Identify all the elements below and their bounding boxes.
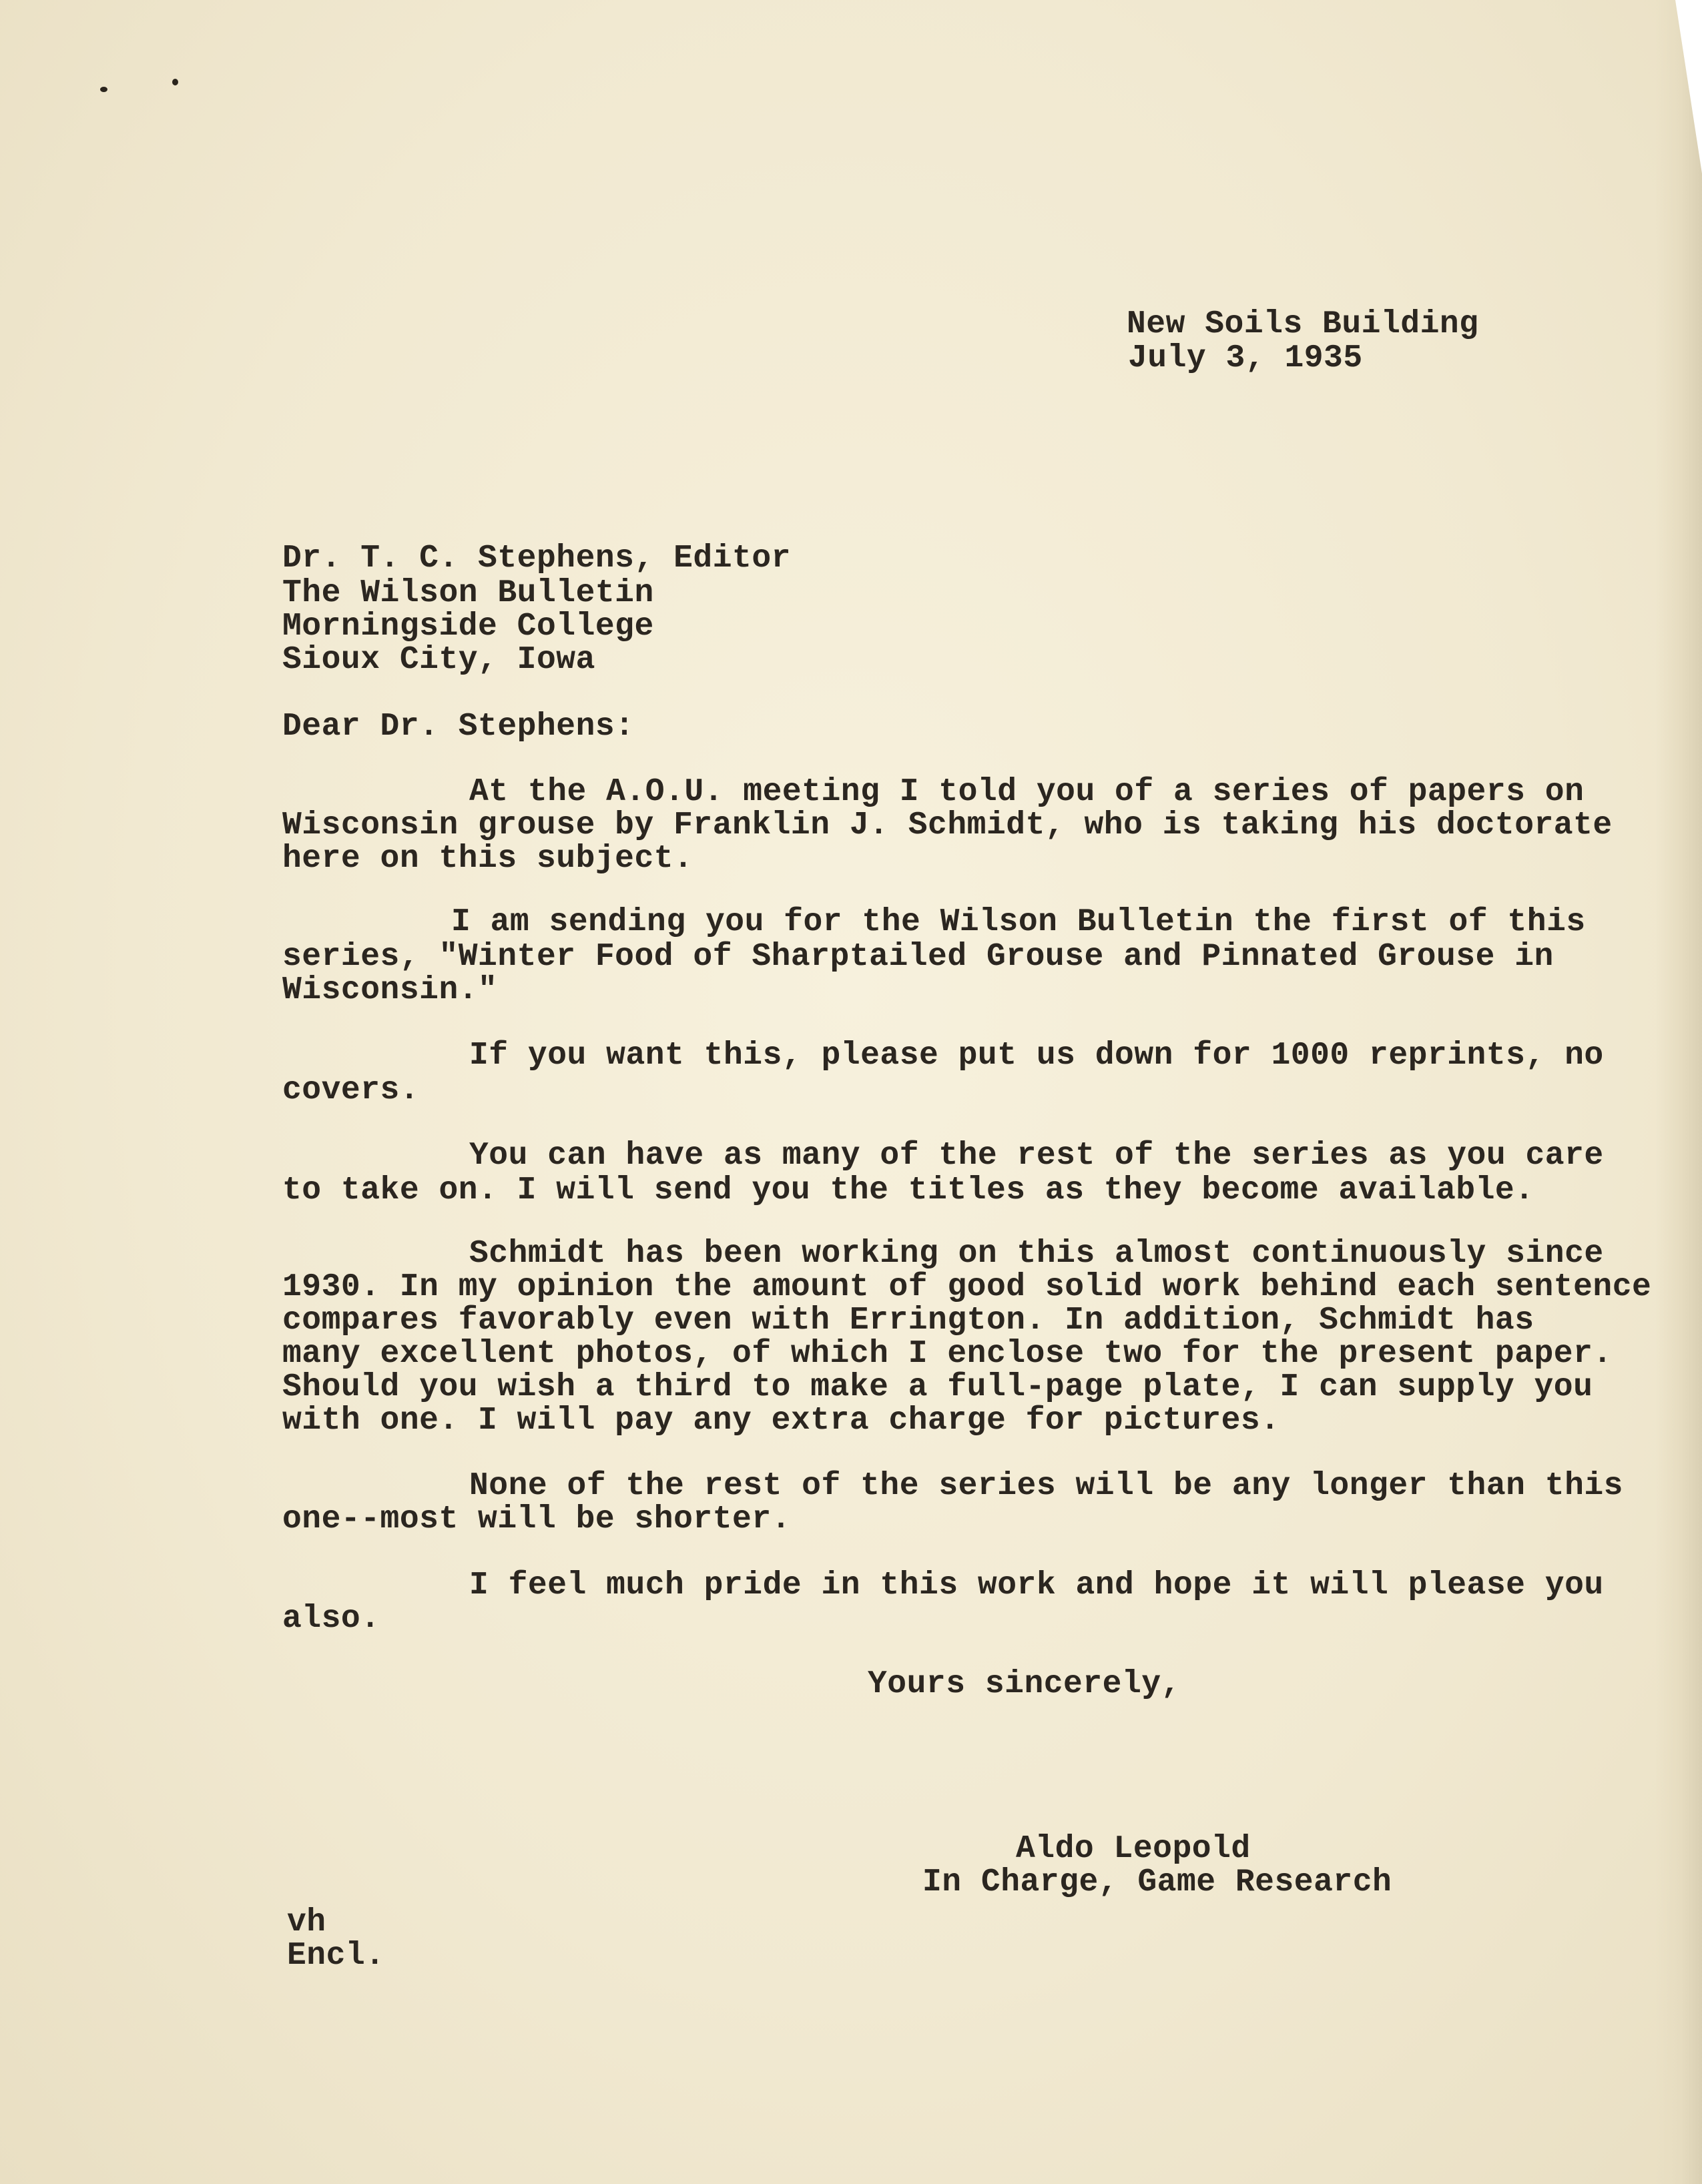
signatory-name: Aldo Leopold [1016, 1831, 1251, 1867]
recipient-institution: Morningside College [282, 609, 654, 645]
body-line: 1930. In my opinion the amount of good solid work behind each sentence [282, 1269, 1652, 1305]
body-line: series, "Winter Food of Sharptailed Grouse and Pinnated Grouse in [282, 939, 1554, 975]
page-edge-shadow [1655, 0, 1702, 2184]
signatory-title: In Charge, Game Research [922, 1864, 1392, 1900]
body-line: also. [282, 1601, 380, 1637]
recipient-publication: The Wilson Bulletin [282, 575, 654, 611]
body-line: many excellent photos, of which I enclose two for the present paper. [282, 1336, 1613, 1372]
body-line: covers. [282, 1072, 420, 1108]
recipient-name: Dr. T. C. Stephens, Editor [282, 540, 791, 577]
body-line: with one. I will pay any extra charge for pictures. [282, 1403, 1280, 1439]
body-line: Schmidt has been working on this almost continuously since [469, 1236, 1604, 1272]
body-line: You can have as many of the rest of the series as you care [469, 1138, 1604, 1174]
body-line: one--most will be shorter. [282, 1501, 791, 1537]
body-line: compares favorably even with Errington. In addition, Schmidt has [282, 1303, 1534, 1339]
body-line: here on this subject. [282, 841, 693, 877]
body-line: I am sending you for the Wilson Bulletin the first of this [451, 904, 1586, 940]
page-corner [1675, 0, 1702, 173]
ink-speck [172, 79, 178, 85]
return-address-building: New Soils Building [1127, 306, 1479, 342]
body-line: Wisconsin grouse by Franklin J. Schmidt, who is taking his doctorate [282, 807, 1613, 843]
closing: Yours sincerely, [868, 1666, 1181, 1702]
enclosure-note: Encl. [287, 1938, 385, 1974]
body-line: At the A.O.U. meeting I told you of a series of papers on [469, 774, 1585, 810]
body-line: None of the rest of the series will be any longer than this [469, 1468, 1623, 1504]
body-line: If you want this, please put us down for 1000 reprints, no [469, 1038, 1604, 1074]
recipient-city: Sioux City, Iowa [282, 642, 595, 678]
typist-initials: vh [287, 1904, 326, 1940]
body-line: Should you wish a third to make a full-page plate, I can supply you [282, 1369, 1593, 1405]
body-line: to take on. I will send you the titles as they become available. [282, 1172, 1534, 1208]
body-line: Wisconsin." [282, 972, 498, 1008]
body-line: I feel much pride in this work and hope it will please you [469, 1567, 1604, 1603]
ink-speck [100, 87, 107, 92]
letter-date: July 3, 1935 [1128, 340, 1363, 376]
salutation: Dear Dr. Stephens: [282, 709, 635, 745]
